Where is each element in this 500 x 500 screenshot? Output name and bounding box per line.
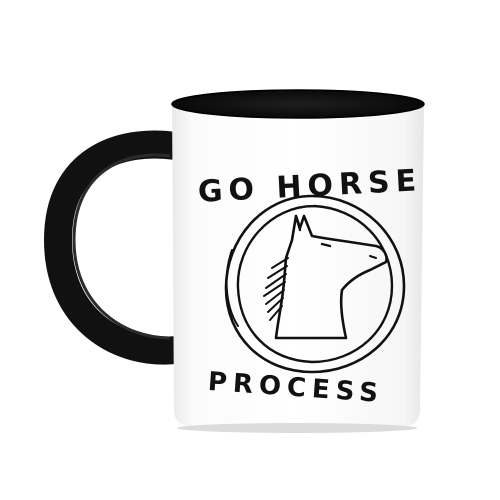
artwork-bottom-text: PROCESS — [206, 366, 385, 410]
mug-base-shadow — [177, 423, 417, 433]
artwork-top-text: GO HORSE — [197, 163, 423, 210]
